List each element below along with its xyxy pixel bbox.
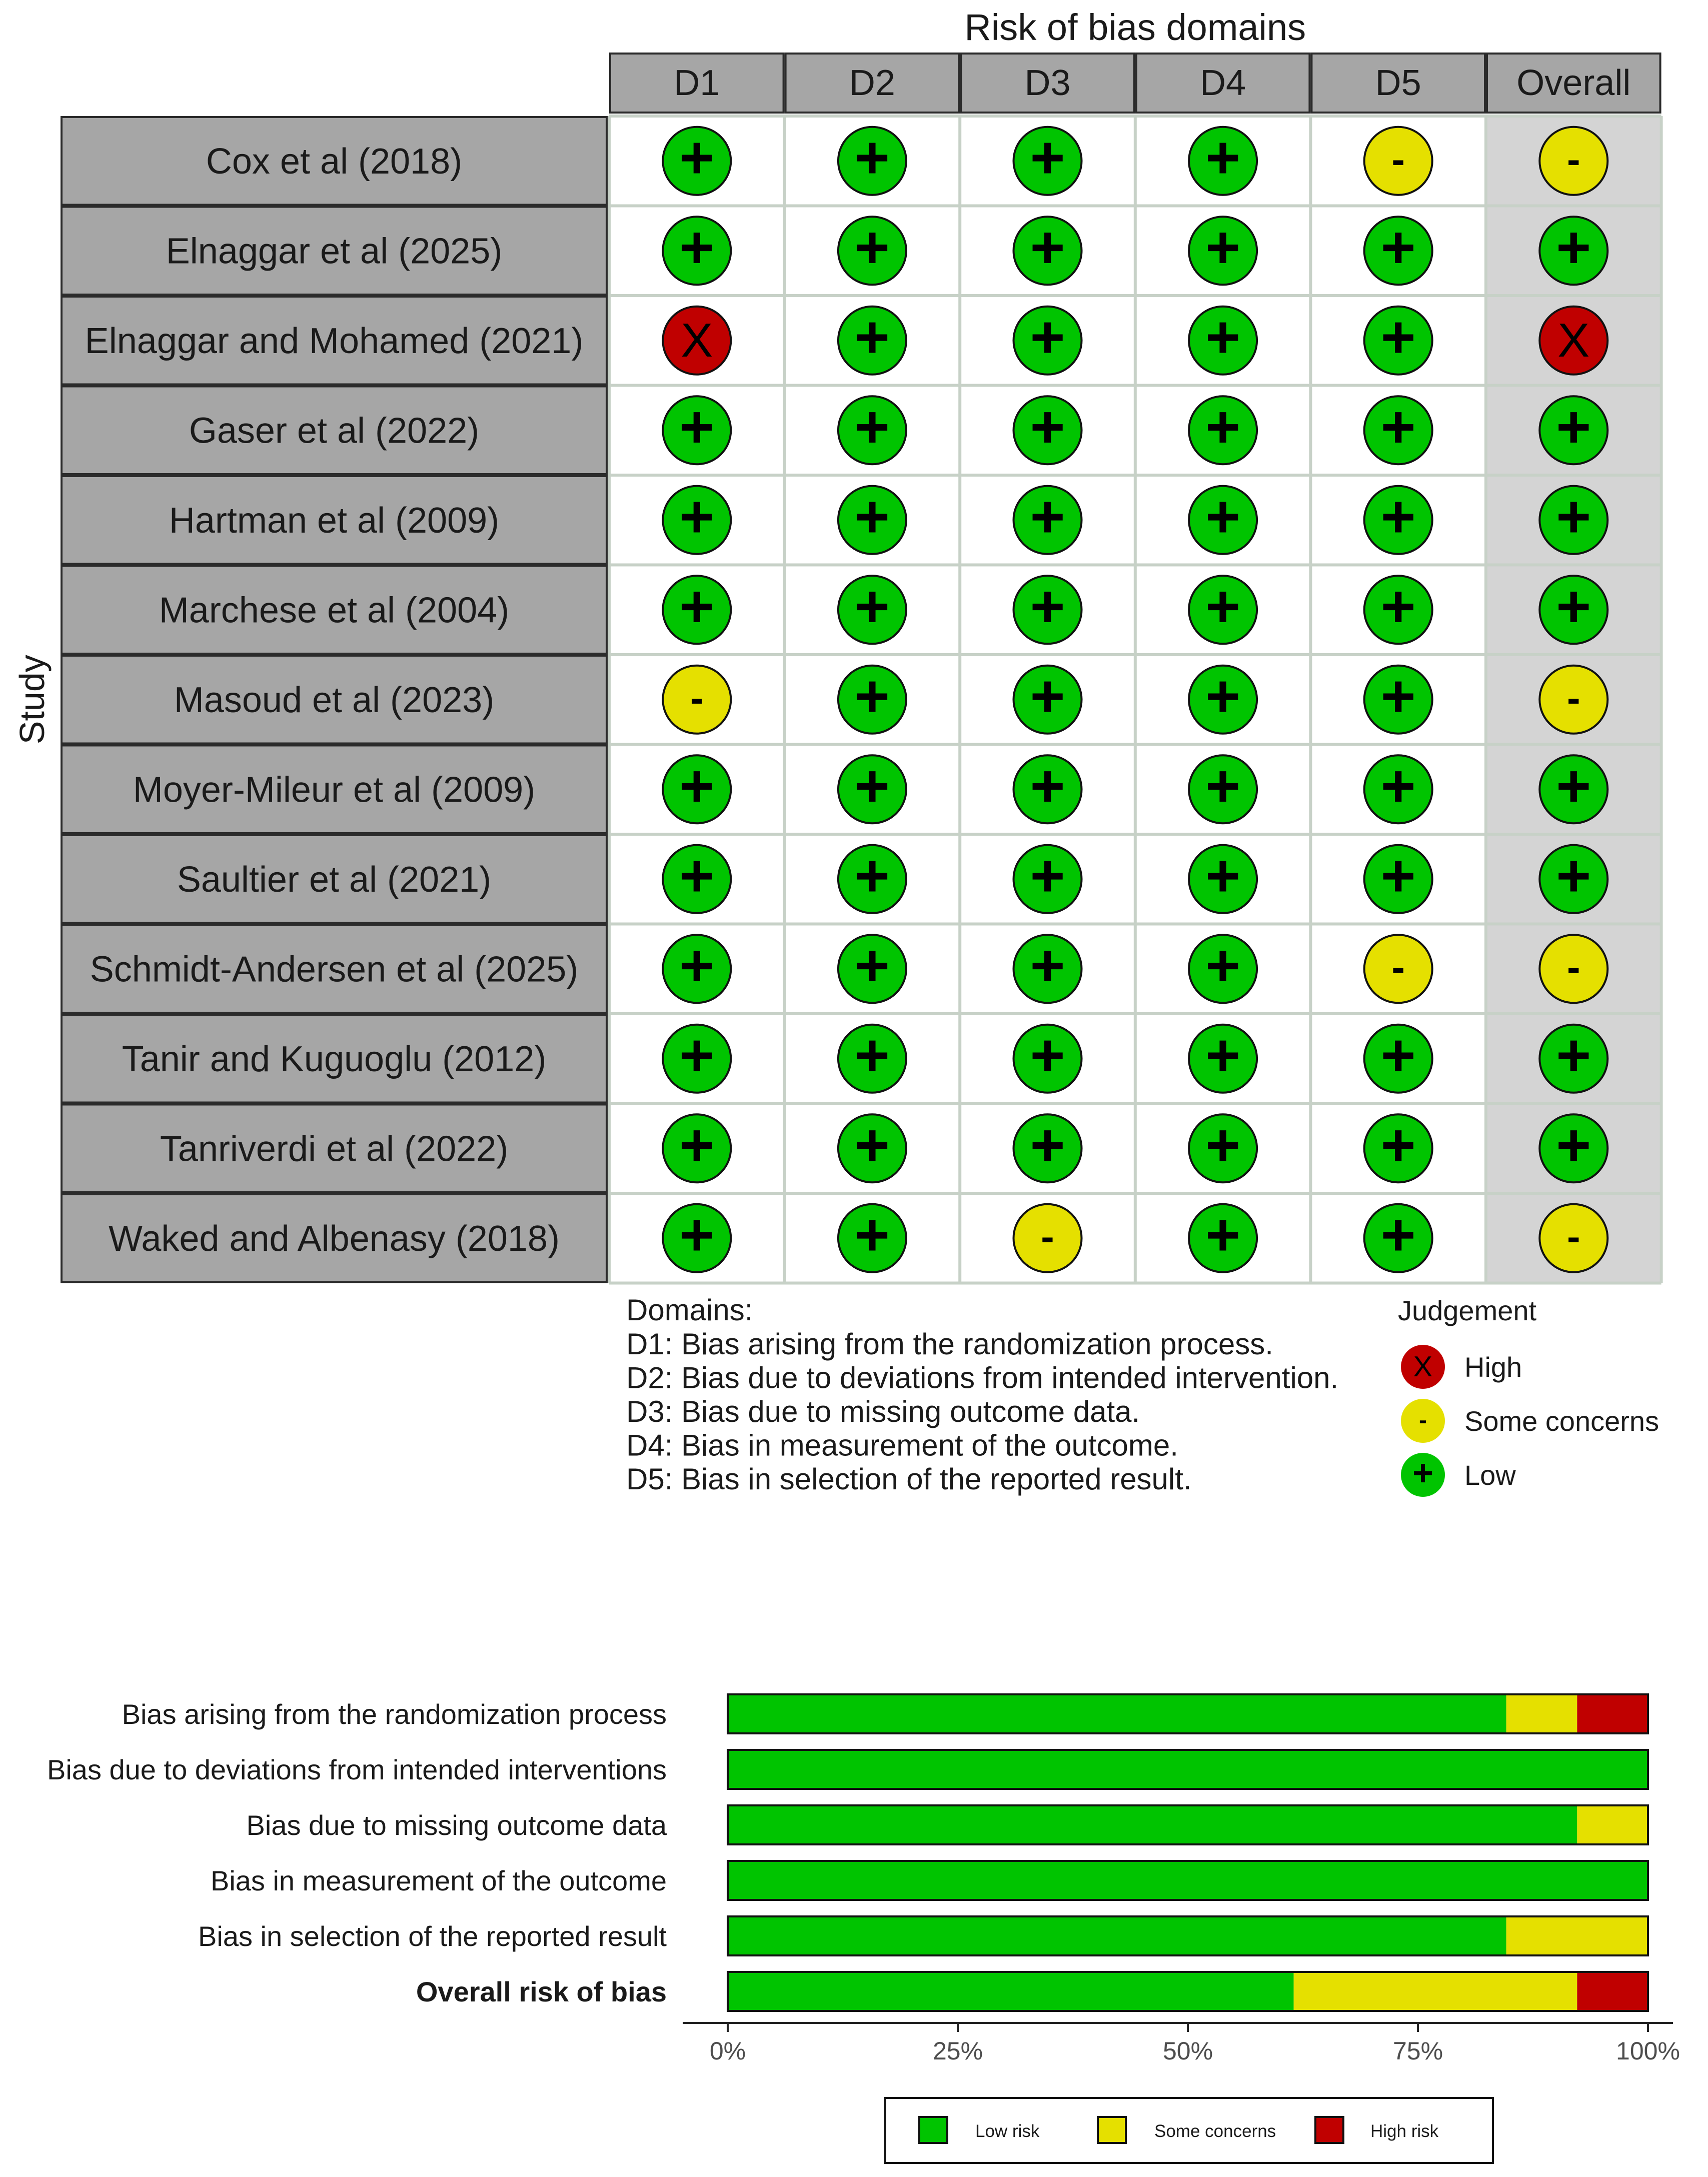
bar-category-label: Bias in measurement of the outcome — [210, 1865, 667, 1896]
plus-glyph: + — [1205, 573, 1241, 640]
study-label-marchese-et-al-2004: Marchese et al (2004) — [159, 590, 510, 631]
plus-glyph: + — [1556, 752, 1591, 820]
study-label-gaser-et-al-2022: Gaser et al (2022) — [189, 411, 480, 451]
plus-glyph: + — [1380, 1021, 1416, 1089]
bar-category-label: Bias due to deviations from intended interventions — [47, 1754, 667, 1785]
plus-glyph: + — [1205, 842, 1241, 909]
bar-segment-low-risk — [728, 1750, 1648, 1789]
plus-glyph: + — [1205, 393, 1241, 461]
plus-glyph: + — [1556, 1111, 1591, 1179]
plus-glyph: + — [854, 573, 890, 640]
plus-glyph: + — [854, 932, 890, 999]
bar-legend-swatch-low-risk — [919, 2117, 947, 2143]
plus-glyph: + — [679, 842, 715, 909]
x-axis-tick-label: 50% — [1162, 2037, 1213, 2065]
plus-glyph: + — [854, 1111, 890, 1179]
study-label-waked-and-albenasy-2018: Waked and Albenasy (2018) — [109, 1218, 560, 1259]
plus-glyph: + — [1030, 573, 1065, 640]
plus-glyph: + — [1556, 393, 1591, 461]
domain-description: D1: Bias arising from the randomization process. — [626, 1327, 1273, 1361]
plus-glyph: + — [1205, 932, 1241, 999]
minus-glyph: - — [690, 675, 704, 720]
plus-glyph: + — [1205, 752, 1241, 820]
plus-glyph: + — [1030, 662, 1065, 730]
minus-glyph: - — [1566, 1214, 1580, 1259]
plus-glyph: + — [1030, 752, 1065, 820]
plus-glyph: + — [854, 752, 890, 820]
plus-glyph: + — [854, 483, 890, 550]
y-axis-label: Study — [13, 655, 52, 745]
plus-glyph: + — [679, 1021, 715, 1089]
minus-glyph: - — [1419, 1407, 1427, 1434]
plus-glyph: + — [1205, 1111, 1241, 1179]
plus-glyph: + — [1205, 214, 1241, 281]
plus-glyph: + — [1030, 393, 1065, 461]
x-axis-tick-label: 0% — [709, 2037, 746, 2065]
bar-segment-high-risk — [1577, 1694, 1648, 1733]
minus-glyph: - — [1566, 675, 1580, 720]
study-label-elnaggar-et-al-2025: Elnaggar et al (2025) — [166, 231, 503, 272]
bar-legend-label-low-risk: Low risk — [975, 2121, 1040, 2141]
bar-segment-some-concerns — [1506, 1916, 1648, 1955]
plus-glyph: + — [1556, 1021, 1591, 1089]
x-axis-tick-label: 25% — [932, 2037, 983, 2065]
plus-glyph: + — [854, 393, 890, 461]
plus-glyph: + — [1205, 662, 1241, 730]
plus-glyph: + — [854, 842, 890, 909]
plus-glyph: + — [1205, 1021, 1241, 1089]
plus-glyph: + — [679, 483, 715, 550]
domain-description: D5: Bias in selection of the reported result. — [626, 1462, 1192, 1496]
study-label-elnaggar-and-mohamed-2021: Elnaggar and Mohamed (2021) — [85, 321, 584, 361]
bar-legend-swatch-some-concerns — [1098, 2117, 1126, 2143]
bar-segment-low-risk — [728, 1972, 1294, 2011]
plus-glyph: + — [1380, 842, 1416, 909]
plus-glyph: + — [679, 214, 715, 281]
plus-glyph: + — [854, 1021, 890, 1089]
plus-glyph: + — [1380, 573, 1416, 640]
study-label-masoud-et-al-2023: Masoud et al (2023) — [174, 680, 495, 720]
plus-glyph: + — [1205, 1201, 1241, 1268]
plus-glyph: + — [679, 932, 715, 999]
plus-glyph: + — [679, 573, 715, 640]
bar-segment-low-risk — [728, 1861, 1648, 1900]
plus-glyph: + — [1380, 662, 1416, 730]
plus-glyph: + — [1556, 214, 1591, 281]
bar-segment-low-risk — [728, 1694, 1506, 1733]
plus-glyph: + — [854, 124, 890, 191]
bar-category-label: Overall risk of bias — [416, 1976, 667, 2007]
plus-glyph: + — [1205, 483, 1241, 550]
column-header-label-d1: D1 — [674, 63, 720, 103]
bar-category-label: Bias in selection of the reported result — [198, 1920, 667, 1952]
plus-glyph: + — [1380, 1111, 1416, 1179]
bar-legend-swatch-high-risk — [1315, 2117, 1343, 2143]
plus-glyph: + — [1030, 483, 1065, 550]
x-glyph: X — [1557, 313, 1590, 367]
plus-glyph: + — [1556, 573, 1591, 640]
x-glyph: X — [1413, 1351, 1433, 1383]
study-label-schmidt-andersen-et-al-2025: Schmidt-Andersen et al (2025) — [90, 949, 579, 990]
column-header-label-d2: D2 — [849, 63, 895, 103]
plus-glyph: + — [679, 393, 715, 461]
plus-glyph: + — [1380, 214, 1416, 281]
legend-title: Judgement — [1398, 1295, 1537, 1326]
column-header-label-overall: Overall — [1516, 63, 1631, 103]
plus-glyph: + — [854, 214, 890, 281]
table-title: Risk of bias domains — [964, 7, 1306, 48]
minus-glyph: - — [1566, 945, 1580, 990]
bar-segment-high-risk — [1577, 1972, 1648, 2011]
legend-label-low: Low — [1464, 1459, 1516, 1491]
minus-glyph: - — [1391, 945, 1405, 990]
study-label-tanir-and-kuguoglu-2012: Tanir and Kuguoglu (2012) — [122, 1039, 547, 1079]
plus-glyph: + — [1030, 1021, 1065, 1089]
legend-label-high: High — [1464, 1351, 1522, 1383]
plus-glyph: + — [854, 1201, 890, 1268]
study-label-cox-et-al-2018: Cox et al (2018) — [206, 141, 463, 182]
bar-segment-low-risk — [728, 1916, 1506, 1955]
bar-segment-some-concerns — [1294, 1972, 1577, 2011]
plus-glyph: + — [1380, 752, 1416, 820]
plus-glyph: + — [1030, 214, 1065, 281]
plus-glyph: + — [1205, 303, 1241, 371]
plus-glyph: + — [679, 124, 715, 191]
study-label-saultier-et-al-2021: Saultier et al (2021) — [177, 859, 492, 900]
domains-heading: Domains: — [626, 1293, 753, 1327]
legend-label-some-concerns: Some concerns — [1464, 1405, 1659, 1437]
minus-glyph: - — [1041, 1214, 1054, 1259]
bar-category-label: Bias arising from the randomization process — [122, 1698, 667, 1730]
plus-glyph: + — [1030, 842, 1065, 909]
bar-category-label: Bias due to missing outcome data — [246, 1809, 667, 1841]
bar-segment-some-concerns — [1506, 1694, 1577, 1733]
plus-glyph: + — [1556, 842, 1591, 909]
domain-description: D2: Bias due to deviations from intended intervention. — [626, 1361, 1339, 1395]
minus-glyph: - — [1391, 137, 1405, 182]
study-label-moyer-mileur-et-al-2009: Moyer-Mileur et al (2009) — [133, 770, 536, 810]
study-label-tanriverdi-et-al-2022: Tanriverdi et al (2022) — [160, 1129, 509, 1169]
domain-description: D3: Bias due to missing outcome data. — [626, 1395, 1140, 1428]
plus-glyph: + — [854, 662, 890, 730]
domain-description: D4: Bias in measurement of the outcome. — [626, 1428, 1178, 1462]
study-label-hartman-et-al-2009: Hartman et al (2009) — [169, 500, 500, 541]
bar-legend-label-some-concerns: Some concerns — [1154, 2121, 1276, 2141]
plus-glyph: + — [1030, 124, 1065, 191]
plus-glyph: + — [679, 1201, 715, 1268]
plus-glyph: + — [1380, 303, 1416, 371]
bar-legend-label-high-risk: High risk — [1370, 2121, 1439, 2141]
plus-glyph: + — [1380, 483, 1416, 550]
plus-glyph: + — [1412, 1453, 1434, 1493]
x-glyph: X — [681, 313, 713, 367]
column-header-label-d5: D5 — [1375, 63, 1421, 103]
plus-glyph: + — [1556, 483, 1591, 550]
plus-glyph: + — [1030, 303, 1065, 371]
plus-glyph: + — [1030, 1111, 1065, 1179]
plus-glyph: + — [679, 1111, 715, 1179]
plus-glyph: + — [1030, 932, 1065, 999]
x-axis-tick-label: 100% — [1616, 2037, 1680, 2065]
x-axis-tick-label: 75% — [1392, 2037, 1443, 2065]
minus-glyph: - — [1566, 137, 1580, 182]
plus-glyph: + — [1205, 124, 1241, 191]
plus-glyph: + — [1380, 393, 1416, 461]
column-header-label-d3: D3 — [1024, 63, 1071, 103]
bar-segment-some-concerns — [1577, 1805, 1648, 1844]
column-header-label-d4: D4 — [1200, 63, 1246, 103]
bar-segment-low-risk — [728, 1805, 1577, 1844]
plus-glyph: + — [679, 752, 715, 820]
plus-glyph: + — [1380, 1201, 1416, 1268]
plus-glyph: + — [854, 303, 890, 371]
